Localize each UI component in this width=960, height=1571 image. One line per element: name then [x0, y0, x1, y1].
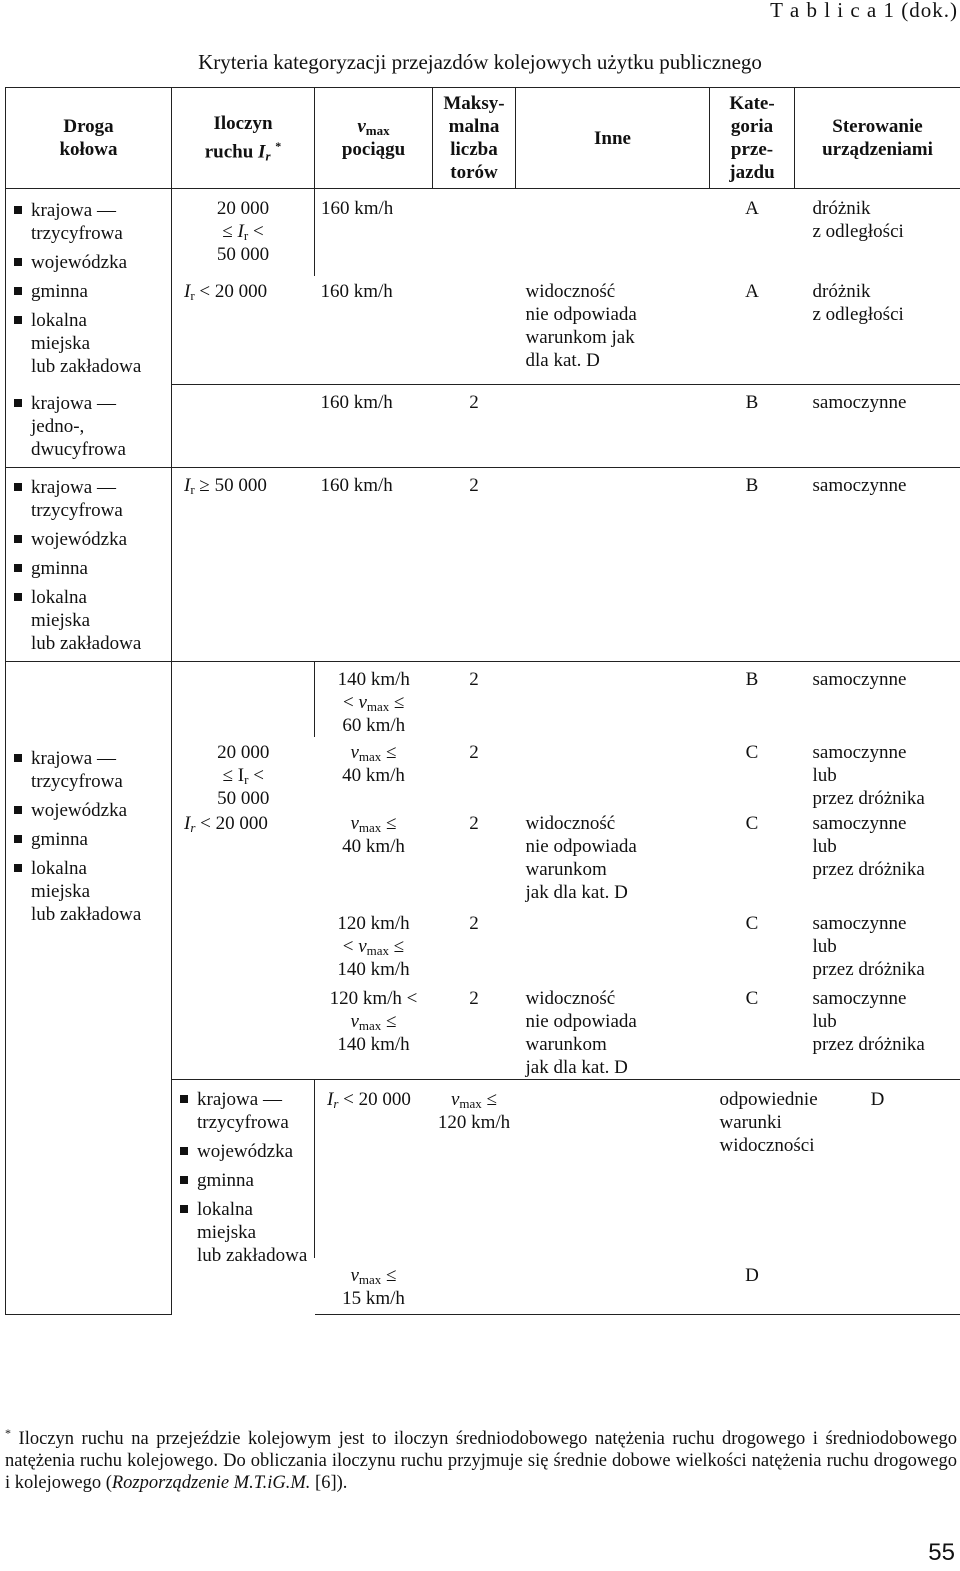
ir-cell: $I_r < 20$ 000	[315, 1080, 433, 1259]
road-item-line: krajowa —	[31, 200, 116, 221]
road-item-line: miejska	[31, 881, 91, 902]
road-item-line: miejska	[31, 610, 91, 631]
bullet-icon	[180, 1205, 188, 1213]
vmax-cell: 160 km/h	[315, 189, 433, 276]
bullet-icon	[14, 483, 22, 491]
road-item-line: lub zakładowa	[31, 904, 142, 925]
other-cell: odpowiednie warunki widoczności	[719, 1089, 818, 1156]
category-cell: C	[745, 813, 759, 834]
header-control: Sterowanie urządzeniami	[795, 88, 960, 189]
road-item	[14, 280, 171, 303]
road-item-line: lub zakładowa	[31, 356, 142, 377]
road-item	[14, 799, 171, 822]
road-list	[6, 468, 172, 662]
ir-cell: $I_r < 20$ 000	[172, 810, 315, 904]
tracks-cell: 2	[469, 669, 479, 690]
bullet-icon	[14, 399, 22, 407]
vmax-cell: 160 km/h	[315, 384, 433, 468]
road-item-line: krajowa —	[197, 1089, 282, 1110]
road-item	[14, 828, 171, 851]
categorization-table	[5, 87, 960, 1315]
road-item	[14, 857, 171, 926]
footnote: * Iloczyn ruchu na przejeździe kolejowym jest to iloczyn średniodobowego natężenia ruchu drogowego i średniodobowego natężenia ruchu kolejowego. Do obliczania iloczynu ruchu przyjmuje się średnie dobowe wielkości natężenia ruchu drogowego i kolejowego (Rozporządzenie M.T.iG.M. [6]).	[5, 1426, 957, 1494]
table-title: Kryteria kategoryzacji przejazdów kolejowych użytku publicznego	[198, 50, 762, 74]
road-item-line: wojewódzka	[31, 529, 128, 550]
table-row	[6, 737, 960, 810]
road-item-line: miejska	[31, 333, 91, 354]
category-cell: D	[870, 1089, 885, 1110]
ir-cell: $I_r < 20$ 000	[172, 276, 315, 384]
tracks-cell: 2	[433, 468, 516, 662]
tracks-cell: 2	[469, 742, 479, 763]
road-item	[14, 309, 171, 378]
control-cell: samoczynne	[795, 468, 960, 662]
control-cell: samoczynne lub przez dróżnika	[795, 904, 960, 981]
road-item	[14, 199, 171, 245]
bullet-icon	[180, 1176, 188, 1184]
road-item-line: lokalna	[31, 858, 87, 879]
road-item-line: krajowa —	[31, 748, 116, 769]
road-item	[14, 528, 171, 551]
bullet-icon	[14, 864, 22, 872]
ir-cell: 20 000 ≤ $I_r$ < 50 000	[172, 189, 315, 276]
tracks-cell: 2	[469, 813, 479, 834]
road-item	[180, 1140, 314, 1163]
road-item-line: krajowa —	[31, 477, 116, 498]
table-continuation-label: T a b l i c a 1 (dok.)	[770, 0, 958, 22]
vmax-cell: 140 km/h < $v_{max}$ ≤ 60 km/h	[315, 662, 433, 738]
header-other: Inne	[516, 88, 710, 189]
ir-cell: 20 000 ≤ $I_r$ < 50 000	[172, 737, 315, 810]
road-item-line: wojewódzka	[31, 800, 128, 821]
vmax-cell: 120 km/h < $v_{max}$ ≤ 140 km/h	[315, 981, 433, 1080]
road-item-line: lub zakładowa	[31, 633, 142, 654]
bullet-icon	[14, 564, 22, 572]
category-cell: C	[745, 913, 759, 934]
road-list	[6, 384, 172, 468]
road-item-line: gminna	[31, 281, 88, 302]
road-list	[172, 1080, 315, 1315]
road-item-line: miejska	[197, 1222, 257, 1243]
vmax-cell: $v_{max}$ ≤ 15 km/h	[315, 1258, 433, 1315]
category-cell: D	[710, 1258, 795, 1315]
table-row	[6, 468, 960, 662]
road-item-line: trzycyfrowa	[31, 771, 123, 792]
control-cell: samoczynne	[795, 662, 960, 738]
road-item-line: jedno-,	[31, 416, 85, 437]
control-cell: dróżnik z odległości	[795, 189, 960, 276]
bullet-icon	[14, 806, 22, 814]
vmax-cell: $v_{max}$ ≤ 120 km/h	[437, 1089, 511, 1133]
bullet-icon	[14, 754, 22, 762]
control-cell: samoczynne	[795, 384, 960, 468]
header-vmax: $v_{max}$ pociągu	[315, 88, 433, 189]
road-list	[6, 189, 172, 385]
road-item-line: krajowa —	[31, 393, 116, 414]
road-item-line: lokalna	[197, 1199, 253, 1220]
road-item	[14, 586, 171, 655]
road-item-line: wojewódzka	[31, 252, 128, 273]
tracks-cell: 2	[433, 384, 516, 468]
road-item-line: gminna	[31, 829, 88, 850]
road-item	[14, 476, 171, 522]
road-item	[14, 251, 171, 274]
vmax-cell: 120 km/h < $v_{max}$ ≤ 140 km/h	[337, 913, 410, 980]
control-cell: samoczynne lub przez dróżnika	[795, 810, 960, 904]
road-item	[180, 1198, 314, 1267]
header-traffic-product: Iloczyn ruchu $I_r$ *	[172, 88, 315, 189]
bullet-icon	[14, 287, 22, 295]
table-row	[6, 1258, 960, 1315]
category-cell: B	[745, 669, 759, 690]
table-row	[6, 189, 960, 276]
header-row	[6, 88, 960, 189]
page-number: 55	[928, 1539, 955, 1566]
tracks-cell: 2	[433, 981, 516, 1080]
bullet-icon	[180, 1095, 188, 1103]
road-item	[14, 392, 171, 461]
road-item-line: lokalna	[31, 310, 87, 331]
road-item-line: lokalna	[31, 587, 87, 608]
bullet-icon	[14, 535, 22, 543]
bullet-icon	[14, 206, 22, 214]
tracks-cell: 2	[469, 913, 479, 934]
road-item-line: trzycyfrowa	[31, 223, 123, 244]
road-item-line: gminna	[31, 558, 88, 579]
bullet-icon	[14, 316, 22, 324]
road-item	[180, 1088, 314, 1134]
road-item	[180, 1169, 314, 1192]
control-cell: samoczynne lub przez dróżnika	[795, 737, 960, 810]
category-cell: A	[710, 276, 795, 384]
vmax-cell: 160 km/h	[315, 468, 433, 662]
road-item-line: lub zakładowa	[197, 1245, 308, 1266]
header-tracks: Maksy- malna liczba torów	[433, 88, 516, 189]
road-list	[6, 737, 172, 1258]
bullet-icon	[14, 835, 22, 843]
road-item	[14, 557, 171, 580]
vmax-cell: $v_{max}$ ≤ 40 km/h	[342, 813, 405, 857]
category-cell: A	[745, 198, 759, 219]
category-cell: B	[710, 468, 795, 662]
bullet-icon	[14, 593, 22, 601]
road-item	[14, 747, 171, 793]
category-cell: B	[710, 384, 795, 468]
road-item-line: trzycyfrowa	[197, 1112, 289, 1133]
header-road: Droga kołowa	[6, 88, 172, 189]
road-item-line: dwucyfrowa	[31, 439, 126, 460]
other-cell: widoczność nie odpowiada warunkom jak dla kat. D	[516, 276, 710, 384]
road-item-line: wojewódzka	[197, 1141, 294, 1162]
other-cell: widoczność nie odpowiada warunkom jak dla kat. D	[525, 813, 637, 903]
control-cell: dróżnik z odległości	[795, 276, 960, 384]
road-item-line: trzycyfrowa	[31, 500, 123, 521]
category-cell: C	[745, 742, 759, 763]
vmax-cell: $v_{max}$ ≤ 40 km/h	[342, 742, 405, 786]
header-category: Kate- goria prze- jazdu	[710, 88, 795, 189]
category-cell: C	[710, 981, 795, 1080]
road-item-line: gminna	[197, 1170, 254, 1191]
table-row	[6, 384, 960, 468]
bullet-icon	[14, 258, 22, 266]
vmax-cell: 160 km/h	[315, 276, 433, 384]
other-cell: widoczność nie odpowiada warunkom jak dla kat. D	[516, 981, 710, 1080]
bullet-icon	[180, 1147, 188, 1155]
ir-cell: $I_r \ge 50$ 000	[172, 468, 315, 662]
table-row	[6, 662, 960, 738]
control-cell: samoczynne lub przez dróżnika	[795, 981, 960, 1080]
